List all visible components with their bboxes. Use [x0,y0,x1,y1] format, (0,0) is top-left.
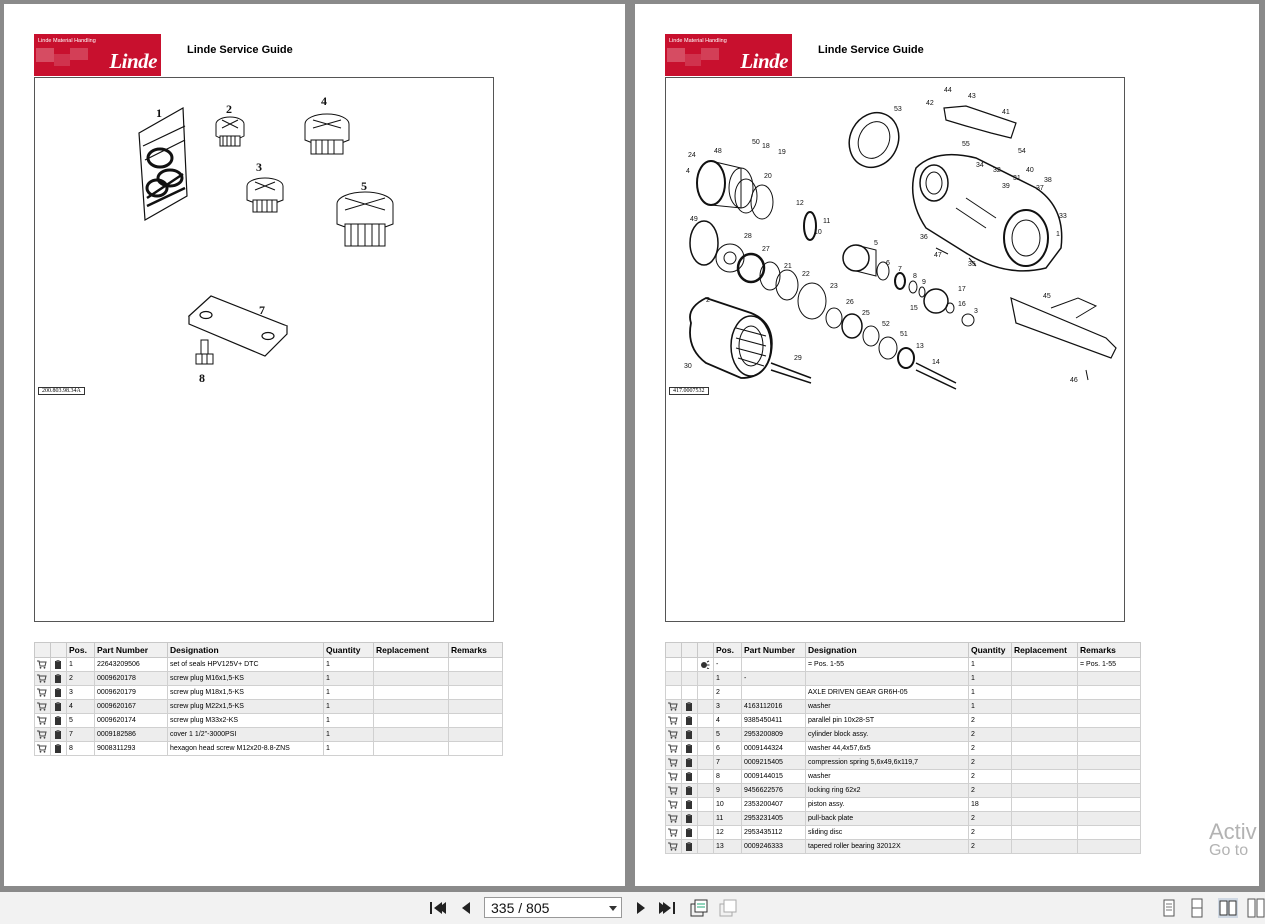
callout-3: 3 [974,308,978,315]
screw-plug-3 [247,178,283,212]
single-page-icon[interactable] [1159,898,1179,918]
cell-part-number: 0009144324 [742,742,806,756]
callout-39: 39 [1002,183,1010,190]
drawing-id: 200.803.98.34A [38,387,85,395]
clipboard-icon[interactable] [684,716,694,725]
cell-part-number: 22643209506 [95,658,168,672]
table-row [666,812,1141,826]
cell-quantity: 2 [969,742,1012,756]
cell-replacement [1012,672,1078,686]
callout-50: 50 [752,139,760,146]
cell-remarks [1078,728,1141,742]
callout-6: 6 [886,260,890,267]
cell-remarks [1078,700,1141,714]
cell-remarks [449,672,503,686]
cell-designation [806,672,969,686]
cell-remarks [1078,812,1141,826]
callout-23: 23 [830,283,838,290]
callout-42: 42 [926,100,934,107]
parts-table [34,642,503,756]
table-row [666,840,1141,854]
cell-replacement [374,742,449,756]
cell-part-number: 4163112016 [742,700,806,714]
callout-5: 5 [361,179,367,193]
cell-pos: 1 [67,658,95,672]
table-row [666,798,1141,812]
callout-22: 22 [802,271,810,278]
cart-icon[interactable] [668,800,678,809]
col-designation: Designation [806,643,969,658]
cell-part-number: 2953435112 [742,826,806,840]
prev-page-icon[interactable] [456,898,476,918]
table-row [666,756,1141,770]
callout-26: 26 [846,299,854,306]
callout-30: 30 [684,363,692,370]
callout-33: 33 [1059,213,1067,220]
clipboard-icon[interactable] [684,786,694,795]
cell-pos: 13 [714,840,742,854]
cell-remarks [1078,672,1141,686]
cell-remarks [1078,840,1141,854]
cell-quantity: 1 [324,728,374,742]
first-page-icon[interactable] [427,898,447,918]
cell-pos: 3 [67,686,95,700]
cell-part-number: 0009620179 [95,686,168,700]
chevron-down-icon [609,906,617,911]
cart-icon[interactable] [668,744,678,753]
cell-replacement [374,658,449,672]
cell-designation: locking ring 62x2 [806,784,969,798]
callout-10: 10 [814,229,822,236]
cell-replacement [1012,714,1078,728]
cell-pos: 1 [714,672,742,686]
cell-quantity: 1 [969,658,1012,672]
callout-43: 43 [968,93,976,100]
col-quantity: Quantity [324,643,374,658]
table-row [666,658,1141,672]
cart-icon[interactable] [668,772,678,781]
cell-replacement [374,672,449,686]
cell-part-number: 0009620178 [95,672,168,686]
cell-quantity: 2 [969,770,1012,784]
callout-25: 25 [862,310,870,317]
cell-quantity: 2 [969,756,1012,770]
callout-17: 17 [958,286,966,293]
cell-part-number [742,686,806,700]
cell-designation: compression spring 5,6x49,6x119,7 [806,756,969,770]
callout-20: 20 [764,173,772,180]
logo-subtitle: Linde Material Handling [669,38,727,44]
clipboard-icon[interactable] [684,828,694,837]
cart-icon[interactable] [37,744,47,753]
table-row [666,742,1141,756]
page-number-value: 335 / 805 [491,900,550,916]
cell-designation: washer [806,700,969,714]
cell-designation: parallel pin 10x28-ST [806,714,969,728]
table-row [666,826,1141,840]
cell-remarks [1078,770,1141,784]
callout-28: 28 [744,233,752,240]
page-number-select[interactable] [484,897,622,918]
callout-18: 18 [762,143,770,150]
cart-icon[interactable] [37,688,47,697]
cell-quantity: 1 [969,672,1012,686]
callout-12: 12 [796,200,804,207]
cell-pos: 12 [714,826,742,840]
screw-plug-4 [305,114,349,154]
callout-46: 46 [1070,377,1078,384]
cell-designation: AXLE DRIVEN GEAR GR6H-05 [806,686,969,700]
callout-54: 54 [1018,148,1026,155]
exploded-view-parts [690,104,1116,389]
table-row [666,714,1141,728]
parts-table [665,642,1141,854]
callout-55: 55 [962,141,970,148]
screw-plug-2 [216,117,244,146]
seal-kit-bag [139,108,187,220]
cell-designation: set of seals HPV125V+ DTC [168,658,324,672]
cell-quantity: 2 [969,840,1012,854]
cell-pos: 4 [714,714,742,728]
cart-icon[interactable] [37,660,47,669]
cell-part-number: 9456622576 [742,784,806,798]
cell-designation: washer [806,770,969,784]
cell-pos: 3 [714,700,742,714]
callout-37: 37 [1036,185,1044,192]
cell-pos: 7 [714,756,742,770]
callout-8: 8 [199,371,205,385]
callout-5: 5 [874,240,878,247]
clipboard-icon[interactable] [53,674,63,683]
two-page-continuous-icon[interactable] [1246,898,1265,918]
clipboard-icon[interactable] [53,660,63,669]
cell-designation: hexagon head screw M12x20-8.8-ZNS [168,742,324,756]
callout-14: 14 [932,359,940,366]
callout-4: 4 [321,94,327,108]
table-row [35,672,503,686]
cell-designation: = Pos. 1-55 [806,658,969,672]
cell-designation: washer 44,4x57,6x5 [806,742,969,756]
cell-designation: screw plug M18x1,5-KS [168,686,324,700]
clipboard-icon[interactable] [53,702,63,711]
cell-part-number: 2953200809 [742,728,806,742]
logo-subtitle: Linde Material Handling [38,38,96,44]
cell-designation: screw plug M22x1,5-KS [168,700,324,714]
cell-remarks [449,658,503,672]
cell-quantity: 1 [324,686,374,700]
cell-part-number: 9385450411 [742,714,806,728]
cell-replacement [1012,798,1078,812]
cell-remarks [1078,798,1141,812]
two-page-icon[interactable] [1218,898,1238,918]
table-row [35,714,503,728]
cell-remarks [449,686,503,700]
cell-quantity: 1 [324,742,374,756]
cell-replacement [374,686,449,700]
cell-quantity: 1 [324,700,374,714]
callout-24: 24 [688,152,696,159]
callout-36: 36 [920,234,928,241]
col-part-number: Part Number [742,643,806,658]
parts-drawing [34,77,494,622]
callout-2: 2 [226,102,232,116]
cart-icon[interactable] [668,702,678,711]
page-title: Linde Service Guide [818,44,924,56]
exploded-view-drawing [665,77,1125,622]
cell-quantity: 1 [324,714,374,728]
logo-brand: Linde [740,49,788,73]
cell-designation: cover 1 1/2"-3000PSI [168,728,324,742]
callout-41: 41 [1002,109,1010,116]
callout-16: 16 [958,301,966,308]
table-row [666,700,1141,714]
document-page-left [4,4,625,886]
cell-replacement [374,728,449,742]
cell-designation: sliding disc [806,826,969,840]
hex-screw-8 [196,340,213,364]
callout-49: 49 [690,216,698,223]
clipboard-icon[interactable] [684,800,694,809]
cell-designation: pull-back plate [806,812,969,826]
cell-designation: screw plug M16x1,5-KS [168,672,324,686]
linde-logo [34,34,161,76]
cell-quantity: 2 [969,784,1012,798]
cell-pos: 7 [67,728,95,742]
cell-pos: 10 [714,798,742,812]
cell-remarks [1078,826,1141,840]
cart-icon[interactable] [37,674,47,683]
callout-7: 7 [259,303,265,317]
cell-pos: 4 [67,700,95,714]
callout-11: 11 [823,218,831,225]
callout-7: 7 [898,266,902,273]
cell-replacement [1012,826,1078,840]
cell-pos: 9 [714,784,742,798]
cell-quantity: 18 [969,798,1012,812]
callout-21: 21 [784,263,792,270]
table-row [35,658,503,672]
cell-replacement [1012,700,1078,714]
page-title: Linde Service Guide [187,44,293,56]
cart-icon[interactable] [668,716,678,725]
cell-replacement [1012,784,1078,798]
col-part-number: Part Number [95,643,168,658]
col-pos: Pos. [714,643,742,658]
cell-part-number: 0009215405 [742,756,806,770]
clipboard-icon[interactable] [684,814,694,823]
callout-2: 2 [706,297,710,304]
next-page-icon[interactable] [631,898,651,918]
watermark-line-2: Go to [1209,842,1249,860]
callout-47: 47 [934,252,942,259]
callout-31: 31 [1013,175,1021,182]
cell-replacement [374,700,449,714]
cell-part-number: 0009182586 [95,728,168,742]
clipboard-icon[interactable] [684,772,694,781]
cell-quantity: 2 [969,714,1012,728]
logo-brand: Linde [109,49,157,73]
callout-4: 4 [686,168,690,175]
table-row [35,728,503,742]
callout-8: 8 [913,273,917,280]
cell-remarks [1078,742,1141,756]
cart-icon[interactable] [668,828,678,837]
table-row [35,686,503,700]
cart-icon[interactable] [668,730,678,739]
cell-replacement [1012,686,1078,700]
cell-replacement [1012,728,1078,742]
cell-remarks [1078,686,1141,700]
callout-15: 15 [910,305,918,312]
cart-icon[interactable] [668,814,678,823]
clipboard-icon[interactable] [684,730,694,739]
callout-40: 40 [1026,167,1034,174]
clipboard-icon[interactable] [684,744,694,753]
assembly-icon[interactable] [700,660,710,669]
cell-remarks [1078,784,1141,798]
cell-remarks [449,728,503,742]
cart-icon[interactable] [668,758,678,767]
table-row [35,700,503,714]
table-row [666,686,1141,700]
activation-watermark [1209,820,1257,860]
cart-icon[interactable] [668,842,678,851]
cell-quantity: 2 [969,812,1012,826]
cell-remarks [449,714,503,728]
callout-1: 1 [1056,231,1060,238]
callout-19: 19 [778,149,786,156]
callout-53: 53 [894,106,902,113]
cell-part-number: 0009144015 [742,770,806,784]
callout-35: 35 [968,261,976,268]
table-row [35,742,503,756]
cell-replacement [374,714,449,728]
callout-1: 1 [156,106,162,120]
watermark-line-1: Activ [1209,819,1257,844]
callout-44: 44 [944,87,952,94]
cell-part-number: 0009620174 [95,714,168,728]
cell-quantity: 2 [969,728,1012,742]
col-quantity: Quantity [969,643,1012,658]
cart-icon[interactable] [668,786,678,795]
cell-replacement [1012,658,1078,672]
cell-replacement [1012,812,1078,826]
cell-pos: 6 [714,742,742,756]
cell-pos: 2 [67,672,95,686]
callout-3: 3 [256,160,262,174]
cart-icon[interactable] [37,702,47,711]
viewer-toolbar [0,892,1265,924]
clipboard-icon[interactable] [53,730,63,739]
cell-remarks [449,742,503,756]
screw-plug-5 [337,192,393,246]
table-row [666,672,1141,686]
fit-width-icon[interactable] [718,898,738,918]
cell-part-number: 2353200407 [742,798,806,812]
table-row [666,770,1141,784]
cell-pos: - [714,658,742,672]
cell-part-number: 2953231405 [742,812,806,826]
callout-52: 52 [882,321,890,328]
cell-part-number: 0009246333 [742,840,806,854]
callout-48: 48 [714,148,722,155]
cell-remarks [1078,714,1141,728]
callout-38: 38 [1044,177,1052,184]
col-designation: Designation [168,643,324,658]
callout-13: 13 [916,343,924,350]
drawing-id: 417.0007532 [669,387,709,395]
callout-45: 45 [1043,293,1051,300]
clipboard-icon[interactable] [53,688,63,697]
cell-remarks [1078,756,1141,770]
cell-designation: tapered roller bearing 32012X [806,840,969,854]
document-page-right [635,4,1259,886]
cell-replacement [1012,756,1078,770]
cell-designation: screw plug M33x2-KS [168,714,324,728]
clipboard-icon[interactable] [684,702,694,711]
col-remarks: Remarks [449,643,503,658]
cell-pos: 5 [67,714,95,728]
last-page-icon[interactable] [658,898,678,918]
callout-34: 34 [976,162,984,169]
cell-remarks: = Pos. 1-55 [1078,658,1141,672]
cell-designation: piston assy. [806,798,969,812]
clipboard-icon[interactable] [53,716,63,725]
col-replacement: Replacement [374,643,449,658]
continuous-icon[interactable] [1187,898,1207,918]
cell-quantity: 1 [324,672,374,686]
cell-pos: 2 [714,686,742,700]
col-remarks: Remarks [1078,643,1141,658]
cell-replacement [1012,840,1078,854]
cart-icon[interactable] [37,716,47,725]
cell-quantity: 1 [969,700,1012,714]
clipboard-icon[interactable] [53,744,63,753]
cell-part-number: - [742,672,806,686]
col-replacement: Replacement [1012,643,1078,658]
cart-icon[interactable] [37,730,47,739]
table-row [666,784,1141,798]
cell-pos: 5 [714,728,742,742]
callout-27: 27 [762,246,770,253]
cell-pos: 11 [714,812,742,826]
cell-designation: cylinder block assy. [806,728,969,742]
linde-logo [665,34,792,76]
cell-part-number [742,658,806,672]
cell-replacement [1012,770,1078,784]
callout-9: 9 [922,279,926,286]
cell-part-number: 9008311293 [95,742,168,756]
table-row [666,728,1141,742]
cell-quantity: 2 [969,826,1012,840]
cell-remarks [449,700,503,714]
clipboard-icon[interactable] [684,842,694,851]
cell-quantity: 1 [324,658,374,672]
callout-32: 32 [993,167,1001,174]
col-pos: Pos. [67,643,95,658]
cell-pos: 8 [714,770,742,784]
cell-replacement [1012,742,1078,756]
clipboard-icon[interactable] [684,758,694,767]
callout-51: 51 [900,331,908,338]
cell-part-number: 0009620167 [95,700,168,714]
cell-quantity: 1 [969,686,1012,700]
fit-page-icon[interactable] [689,898,709,918]
cell-pos: 8 [67,742,95,756]
callout-29: 29 [794,355,802,362]
